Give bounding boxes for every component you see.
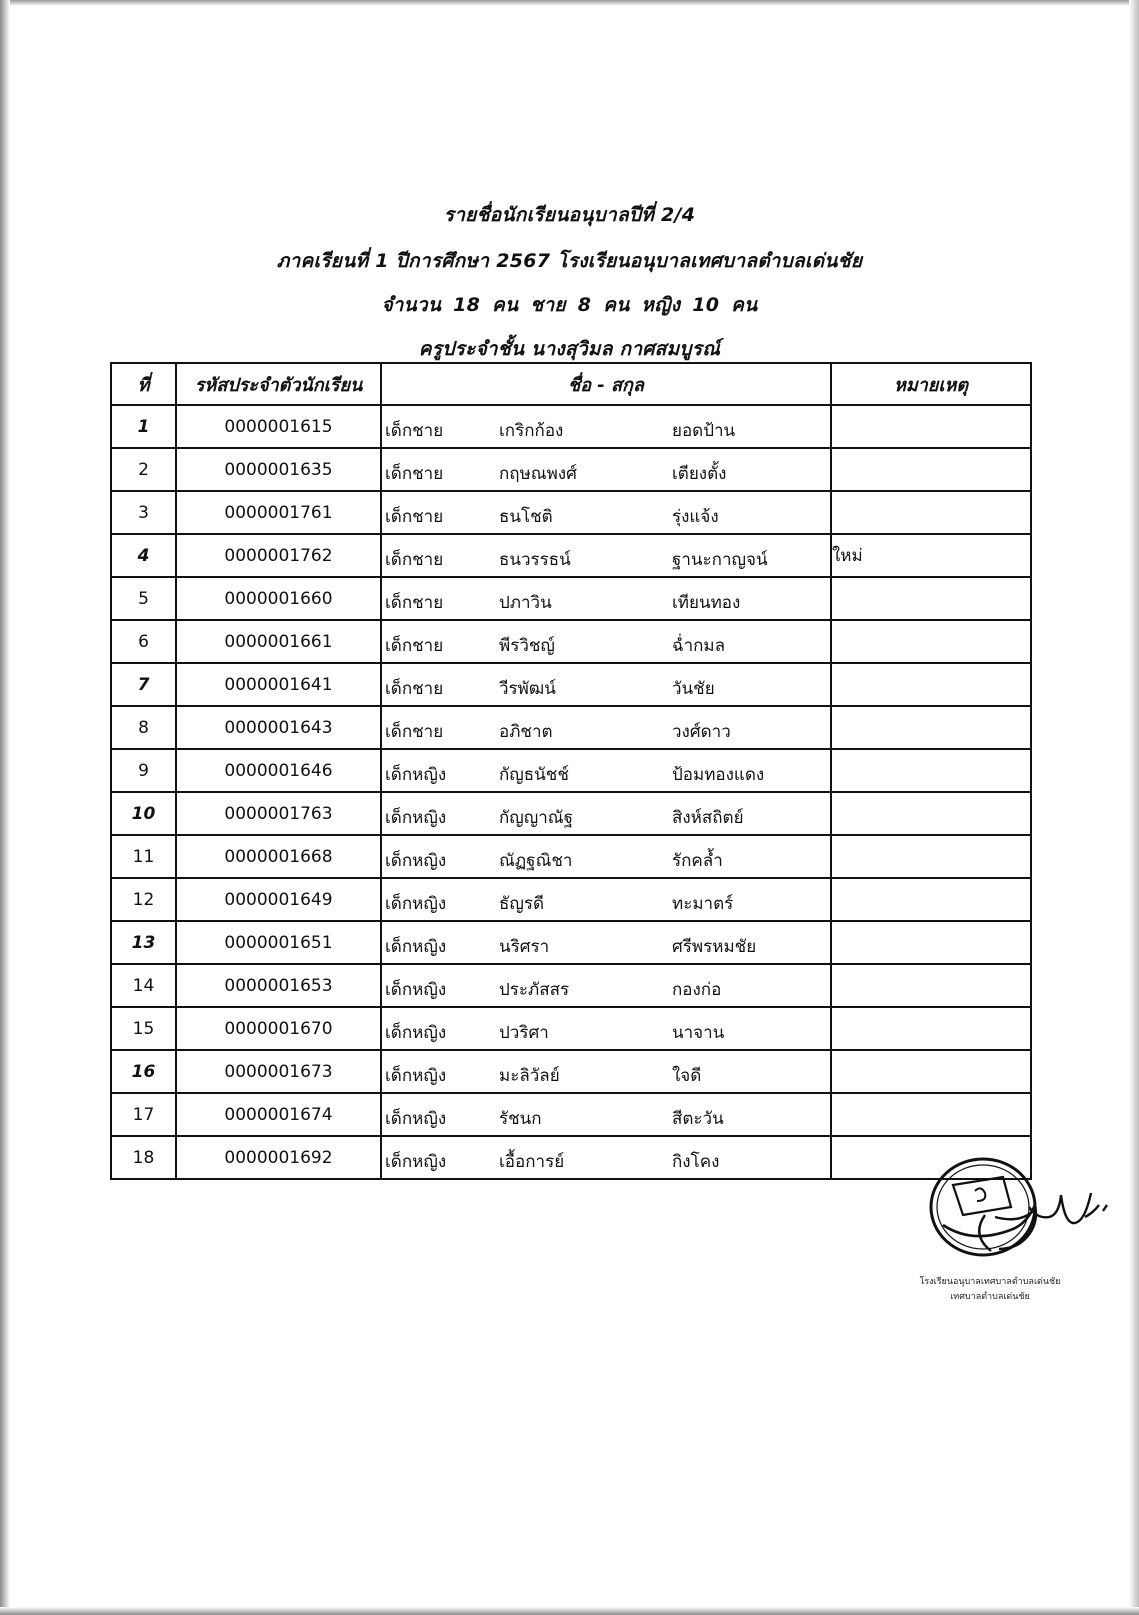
homeroom-teacher-line: ครูประจำชั้น นางสุวิมล กาศสมบูรณ์	[418, 338, 721, 360]
student-name-cell	[381, 964, 831, 1007]
student-name-cell	[381, 448, 831, 491]
student-id-cell: 0000001674	[176, 1093, 381, 1136]
scan-edge-bottom	[0, 1607, 1139, 1615]
last-name: สีตะวัน	[672, 1109, 724, 1129]
table-row	[111, 835, 1031, 878]
student-id-cell: 0000001641	[176, 663, 381, 706]
semester-school-line: ภาคเรียนที่ 1 ปีการศึกษา 2567 โรงเรียนอนุบาลเทศบาลตำบลเด่นชัย	[276, 250, 863, 272]
name-prefix: เด็กชาย	[385, 464, 444, 484]
table-row	[111, 577, 1031, 620]
name-prefix: เด็กชาย	[385, 722, 444, 742]
name-prefix: เด็กชาย	[385, 550, 444, 570]
student-name-cell	[381, 577, 831, 620]
student-name-cell	[381, 1050, 831, 1093]
table-row	[111, 1136, 1031, 1179]
remark-cell	[831, 835, 1031, 878]
scan-edge-left	[0, 0, 10, 1615]
first-name: ธนโชติ	[499, 507, 553, 527]
last-name: ใจดี	[672, 1066, 702, 1086]
school-seal-signature	[925, 1155, 1125, 1265]
name-prefix: เด็กชาย	[385, 421, 444, 441]
name-prefix: เด็กหญิง	[385, 980, 447, 1000]
seal-caption	[880, 1275, 1100, 1305]
table-row	[111, 1093, 1031, 1136]
first-name: ณัฏฐณิชา	[499, 851, 573, 871]
row-number: 3	[111, 491, 176, 534]
student-id-cell: 0000001635	[176, 448, 381, 491]
table-row	[111, 534, 1031, 577]
remark-cell	[831, 405, 1031, 448]
last-name: กิงโคง	[672, 1152, 720, 1172]
first-name: เกริกก้อง	[499, 421, 564, 441]
name-prefix: เด็กหญิง	[385, 894, 447, 914]
name-prefix: เด็กหญิง	[385, 1066, 447, 1086]
last-name: ฐานะกาญจน์	[672, 550, 768, 570]
name-prefix: เด็กชาย	[385, 679, 444, 699]
student-id-cell: 0000001615	[176, 405, 381, 448]
last-name: เทียนทอง	[672, 593, 741, 613]
student-name-cell	[381, 663, 831, 706]
remark-cell	[831, 921, 1031, 964]
last-name: นาจาน	[672, 1023, 725, 1043]
name-prefix: เด็กหญิง	[385, 851, 447, 871]
last-name: สิงห์สถิตย์	[672, 808, 744, 828]
table-row	[111, 448, 1031, 491]
student-id-cell: 0000001646	[176, 749, 381, 792]
row-number: 13	[111, 921, 176, 964]
student-id-cell: 0000001653	[176, 964, 381, 1007]
remark-cell	[831, 491, 1031, 534]
header-name: ชื่อ - สกุล	[381, 363, 831, 405]
row-number: 16	[111, 1050, 176, 1093]
remark-cell	[831, 1093, 1031, 1136]
last-name: เตียงตั้ง	[672, 464, 727, 484]
table-row	[111, 405, 1031, 448]
last-name: กองก่อ	[672, 980, 722, 1000]
scan-edge-top	[0, 0, 1139, 6]
remark-cell	[831, 749, 1031, 792]
first-name: กฤษณพงศ์	[499, 464, 577, 484]
name-prefix: เด็กหญิง	[385, 808, 447, 828]
first-name: กัญธนัชช์	[499, 765, 569, 785]
table-row	[111, 620, 1031, 663]
remark-cell	[831, 706, 1031, 749]
student-id-cell: 0000001651	[176, 921, 381, 964]
student-id-cell: 0000001668	[176, 835, 381, 878]
table-row	[111, 1050, 1031, 1093]
table-row	[111, 964, 1031, 1007]
table-row	[111, 878, 1031, 921]
row-number: 15	[111, 1007, 176, 1050]
first-name: นริศรา	[499, 937, 550, 957]
table-row	[111, 921, 1031, 964]
remark-cell	[831, 1007, 1031, 1050]
last-name: วงศ์ดาว	[672, 722, 731, 742]
name-prefix: เด็กหญิง	[385, 1109, 447, 1129]
first-name: รัชนก	[499, 1109, 542, 1129]
first-name: ประภัสสร	[499, 980, 570, 1000]
remark-cell: ใหม่	[831, 534, 1031, 577]
name-prefix: เด็กหญิง	[385, 765, 447, 785]
last-name: ศรีพรหมชัย	[672, 937, 757, 957]
student-name-cell	[381, 405, 831, 448]
student-id-cell: 0000001670	[176, 1007, 381, 1050]
table-row	[111, 663, 1031, 706]
seal-caption-school: โรงเรียนอนุบาลเทศบาลตำบลเด่นชัย	[919, 1277, 1061, 1287]
header-student-id: รหัสประจำตัวนักเรียน	[176, 363, 381, 405]
row-number: 11	[111, 835, 176, 878]
table-row	[111, 749, 1031, 792]
student-id-cell: 0000001673	[176, 1050, 381, 1093]
last-name: ยอดป้าน	[672, 421, 736, 441]
remark-cell	[831, 878, 1031, 921]
remark-cell	[831, 964, 1031, 1007]
first-name: วีรพัฒน์	[499, 679, 556, 699]
name-prefix: เด็กหญิง	[385, 937, 447, 957]
row-number: 12	[111, 878, 176, 921]
first-name: เอื้อการย์	[499, 1152, 565, 1172]
name-prefix: เด็กชาย	[385, 593, 444, 613]
row-number: 17	[111, 1093, 176, 1136]
table-row	[111, 706, 1031, 749]
student-name-cell	[381, 749, 831, 792]
student-id-cell: 0000001660	[176, 577, 381, 620]
header-remark: หมายเหตุ	[831, 363, 1031, 405]
remark-cell	[831, 792, 1031, 835]
row-number: 14	[111, 964, 176, 1007]
name-prefix: เด็กชาย	[385, 636, 444, 656]
row-number: 6	[111, 620, 176, 663]
remark-cell	[831, 577, 1031, 620]
seal-caption-municipality: เทศบาลตำบลเด่นชัย	[950, 1292, 1030, 1302]
student-name-cell	[381, 835, 831, 878]
scan-edge-right	[1129, 0, 1139, 1615]
student-name-cell	[381, 921, 831, 964]
first-name: ปภาวิน	[499, 593, 552, 613]
last-name: ทะมาตร์	[672, 894, 734, 914]
student-name-cell	[381, 620, 831, 663]
row-number: 5	[111, 577, 176, 620]
row-number: 10	[111, 792, 176, 835]
row-number: 1	[111, 405, 176, 448]
student-id-cell: 0000001661	[176, 620, 381, 663]
document-title: รายชื่อนักเรียนอนุบาลปีที่ 2/4	[443, 204, 696, 226]
student-name-cell	[381, 878, 831, 921]
student-name-cell	[381, 1007, 831, 1050]
table-row	[111, 1007, 1031, 1050]
table-row	[111, 491, 1031, 534]
header-no: ที่	[111, 363, 176, 405]
student-id-cell: 0000001762	[176, 534, 381, 577]
student-name-cell	[381, 706, 831, 749]
student-name-cell	[381, 1093, 831, 1136]
row-number: 4	[111, 534, 176, 577]
student-id-cell: 0000001763	[176, 792, 381, 835]
remark-cell	[831, 620, 1031, 663]
first-name: ปวริศา	[499, 1023, 549, 1043]
student-id-cell: 0000001692	[176, 1136, 381, 1179]
first-name: ธัญรดี	[499, 894, 545, 914]
table-body	[111, 405, 1031, 1179]
name-prefix: เด็กชาย	[385, 507, 444, 527]
last-name: รุ่งแจ้ง	[672, 507, 719, 527]
row-number: 18	[111, 1136, 176, 1179]
last-name: วันชัย	[672, 679, 715, 699]
name-prefix: เด็กหญิง	[385, 1152, 447, 1172]
student-name-cell	[381, 1136, 831, 1179]
student-name-cell	[381, 534, 831, 577]
student-name-cell	[381, 792, 831, 835]
first-name: ธนวรรธน์	[499, 550, 571, 570]
remark-cell	[831, 1050, 1031, 1093]
table-header-row	[111, 363, 1031, 405]
last-name: รักคล้ำ	[672, 851, 723, 871]
student-roster-table	[110, 362, 1032, 1180]
row-number: 2	[111, 448, 176, 491]
row-number: 8	[111, 706, 176, 749]
name-prefix: เด็กหญิง	[385, 1023, 447, 1043]
student-name-cell	[381, 491, 831, 534]
last-name: ป้อมทองแดง	[672, 765, 765, 785]
remark-cell	[831, 663, 1031, 706]
first-name: อภิชาต	[499, 722, 553, 742]
student-id-cell: 0000001643	[176, 706, 381, 749]
row-number: 9	[111, 749, 176, 792]
student-id-cell: 0000001649	[176, 878, 381, 921]
student-id-cell: 0000001761	[176, 491, 381, 534]
student-count-line: จำนวน 18 คน ชาย 8 คน หญิง 10 คน	[381, 294, 758, 316]
first-name: พีรวิชญ์	[499, 636, 555, 656]
remark-cell	[831, 448, 1031, 491]
table-row	[111, 792, 1031, 835]
row-number: 7	[111, 663, 176, 706]
first-name: มะลิวัลย์	[499, 1066, 560, 1086]
last-name: ฉ่ำกมล	[672, 636, 726, 656]
first-name: กัญญาณัฐ	[499, 808, 573, 828]
